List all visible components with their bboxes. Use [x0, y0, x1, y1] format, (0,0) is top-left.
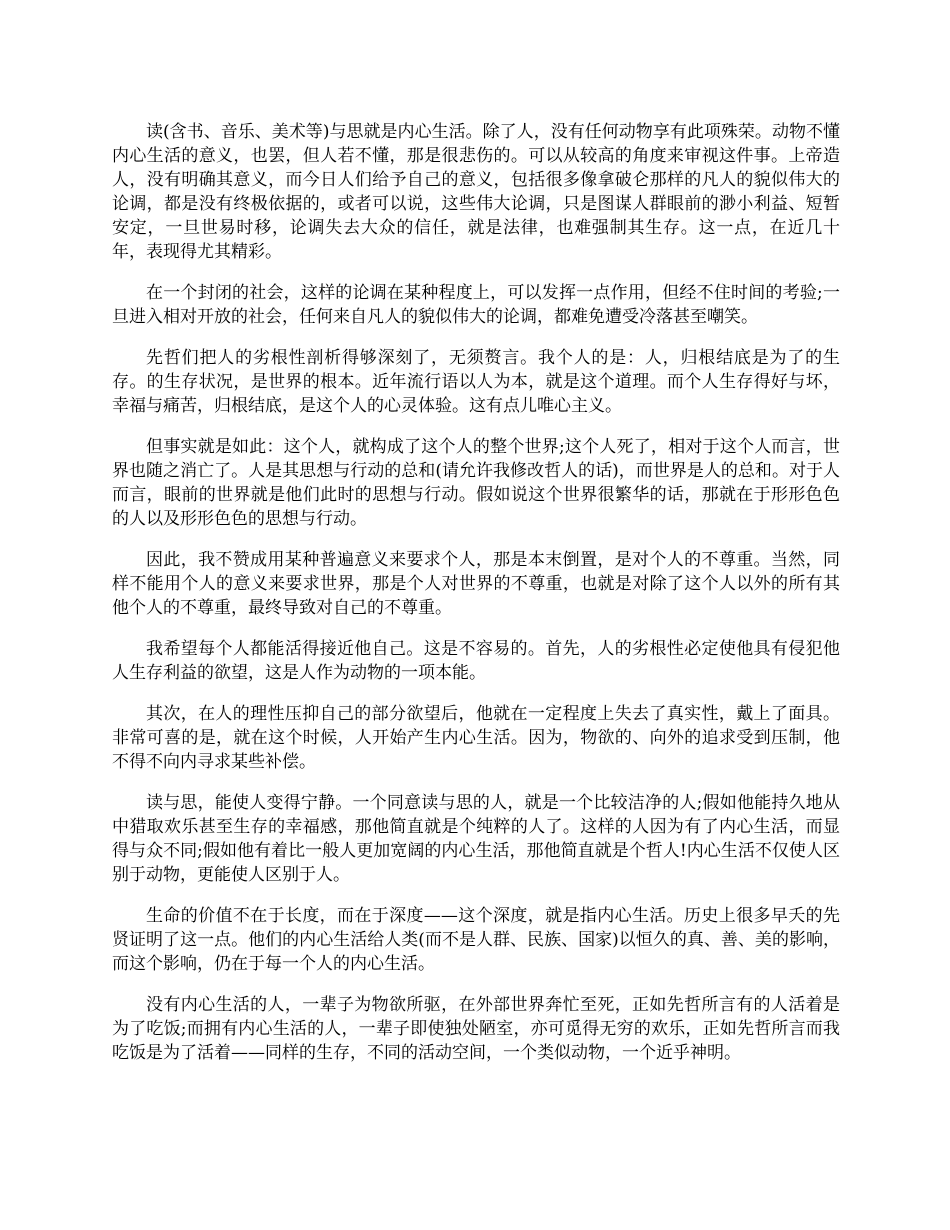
paragraph-7: 其次，在人的理性压抑自己的部分欲望后，他就在一定程度上失去了真实性，戴上了面具。非常可喜的是，就在这个时候，人开始产生内心生活。因为，物欲的、向外的追求受到压制，他不得不向内寻求某些补偿。 [112, 704, 840, 772]
paragraph-2: 在一个封闭的社会，这样的论调在某种程度上，可以发挥一点作用，但经不住时间的考验;一旦进入相对开放的社会，任何来自凡人的貌似伟大的论调，都难免遭受冷落甚至嘲笑。 [112, 283, 840, 327]
paragraph-6: 我希望每个人都能活得接近他自己。这是不容易的。首先，人的劣根性必定使他具有侵犯他人生存利益的欲望，这是人作为动物的一项本能。 [112, 639, 840, 683]
document-body [112, 120, 840, 1082]
paragraph-3: 先哲们把人的劣根性剖析得够深刻了，无须赘言。我个人的是：人，归根结底是为了的生存。的生存状况，是世界的根本。近年流行语以人为本，就是这个道理。而个人生存得好与坏，幸福与痛苦，归根结底，是这个人的心灵体验。这有点儿唯心主义。 [112, 348, 840, 416]
paragraph-9: 生命的价值不在于长度，而在于深度——这个深度，就是指内心生活。历史上很多早夭的先贤证明了这一点。他们的内心生活给人类(而不是人群、民族、国家)以恒久的真、善、美的影响，而这个影响，仍在于每一个人的内心生活。 [112, 906, 840, 974]
paragraph-5: 因此，我不赞成用某种普遍意义来要求个人，那是本末倒置，是对个人的不尊重。当然，同样不能用个人的意义来要求世界，那是个人对世界的不尊重，也就是对除了这个人以外的所有其他个人的不尊重，最终导致对自己的不尊重。 [112, 550, 840, 618]
paragraph-4: 但事实就是如此：这个人，就构成了这个人的整个世界;这个人死了，相对于这个人而言，世界也随之消亡了。人是其思想与行动的总和(请允许我修改哲人的话)，而世界是人的总和。对于人而言，眼前的世界就是他们此时的思想与行动。假如说这个世界很繁华的话，那就在于形形色色的人以及形形色色的思想与行动。 [112, 437, 840, 529]
paragraph-8: 读与思，能使人变得宁静。一个同意读与思的人，就是一个比较洁净的人;假如他能持久地从中猎取欢乐甚至生存的幸福感，那他简直就是个纯粹的人了。这样的人因为有了内心生活，而显得与众不同;假如他有着比一般人更加宽阔的内心生活，那他简直就是个哲人!内心生活不仅使人区别于动物，更能使人区别于人。 [112, 793, 840, 885]
paragraph-1: 读(含书、音乐、美术等)与思就是内心生活。除了人，没有任何动物享有此项殊荣。动物不懂内心生活的意义，也罢，但人若不懂，那是很悲伤的。可以从较高的角度来审视这件事。上帝造人，没有明确其意义，而今日人们给予自己的意义，包括很多像拿破仑那样的凡人的貌似伟大的论调，都是没有终极依据的，或者可以说，这些伟大论调，只是图谋人群眼前的渺小利益、短暂安定，一旦世易时移，论调失去大众的信任，就是法律，也难强制其生存。这一点，在近几十年，表现得尤其精彩。 [112, 122, 840, 262]
paragraph-10: 没有内心生活的人，一辈子为物欲所驱，在外部世界奔忙至死，正如先哲所言有的人活着是为了吃饭;而拥有内心生活的人，一辈子即使独处陋室，亦可觅得无穷的欢乐，正如先哲所言而我吃饭是为了活着——同样的生存，不同的活动空间，一个类似动物，一个近乎神明。 [112, 995, 840, 1063]
